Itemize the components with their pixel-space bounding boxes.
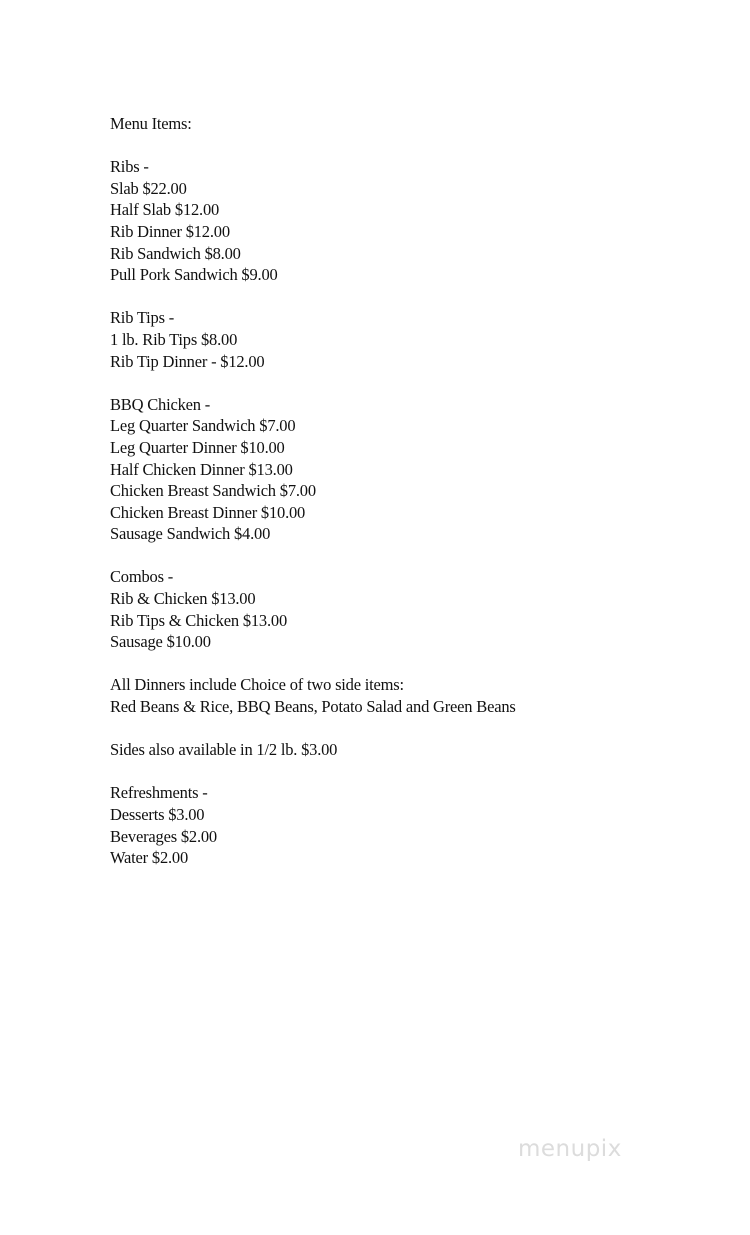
- spacer: [110, 653, 710, 675]
- menu-item: Rib Sandwich $8.00: [110, 243, 241, 263]
- menu-item: Sausage Sandwich $4.00: [110, 524, 271, 544]
- menu-item: Rib Dinner $12.00: [110, 221, 230, 241]
- spacer: [110, 718, 710, 740]
- dinner-note-line-1: All Dinners include Choice of two side items:: [110, 675, 404, 695]
- menu-item: Chicken Breast Sandwich $7.00: [110, 481, 316, 501]
- menu-item: Leg Quarter Dinner $10.00: [110, 437, 285, 457]
- menupix-watermark: menupix: [518, 1136, 622, 1162]
- ribs-title: Ribs -: [110, 157, 149, 177]
- menu-item: Leg Quarter Sandwich $7.00: [110, 416, 296, 436]
- menu-item: Pull Pork Sandwich $9.00: [110, 265, 278, 285]
- spacer: [110, 286, 710, 308]
- menu-item: Rib Tips & Chicken $13.00: [110, 610, 287, 630]
- spacer: [110, 135, 710, 157]
- menu-item: Water $2.00: [110, 848, 189, 868]
- bbq-chicken-title: BBQ Chicken -: [110, 394, 211, 414]
- menu-item: Beverages $2.00: [110, 826, 217, 846]
- spacer: [110, 545, 710, 567]
- menu-item: Rib Tip Dinner - $12.00: [110, 351, 265, 371]
- dinner-note-line-2: Red Beans & Rice, BBQ Beans, Potato Salad and Green Beans: [110, 697, 516, 717]
- spacer: [110, 761, 710, 783]
- rib-tips-title: Rib Tips -: [110, 308, 175, 328]
- menu-item: 1 lb. Rib Tips $8.00: [110, 329, 238, 349]
- menu-item: Half Chicken Dinner $13.00: [110, 459, 293, 479]
- menu-document: [110, 113, 710, 869]
- spacer: [110, 372, 710, 394]
- menu-item: Chicken Breast Dinner $10.00: [110, 502, 306, 522]
- menu-item: Half Slab $12.00: [110, 200, 220, 220]
- menu-item: Rib & Chicken $13.00: [110, 589, 256, 609]
- refreshments-title: Refreshments -: [110, 783, 208, 803]
- sides-note: Sides also available in 1/2 lb. $3.00: [110, 740, 338, 760]
- menu-heading: Menu Items:: [110, 114, 192, 133]
- menu-item: Sausage $10.00: [110, 632, 211, 652]
- combos-title: Combos -: [110, 567, 174, 587]
- menu-item: Slab $22.00: [110, 178, 187, 198]
- menu-item: Desserts $3.00: [110, 805, 205, 824]
